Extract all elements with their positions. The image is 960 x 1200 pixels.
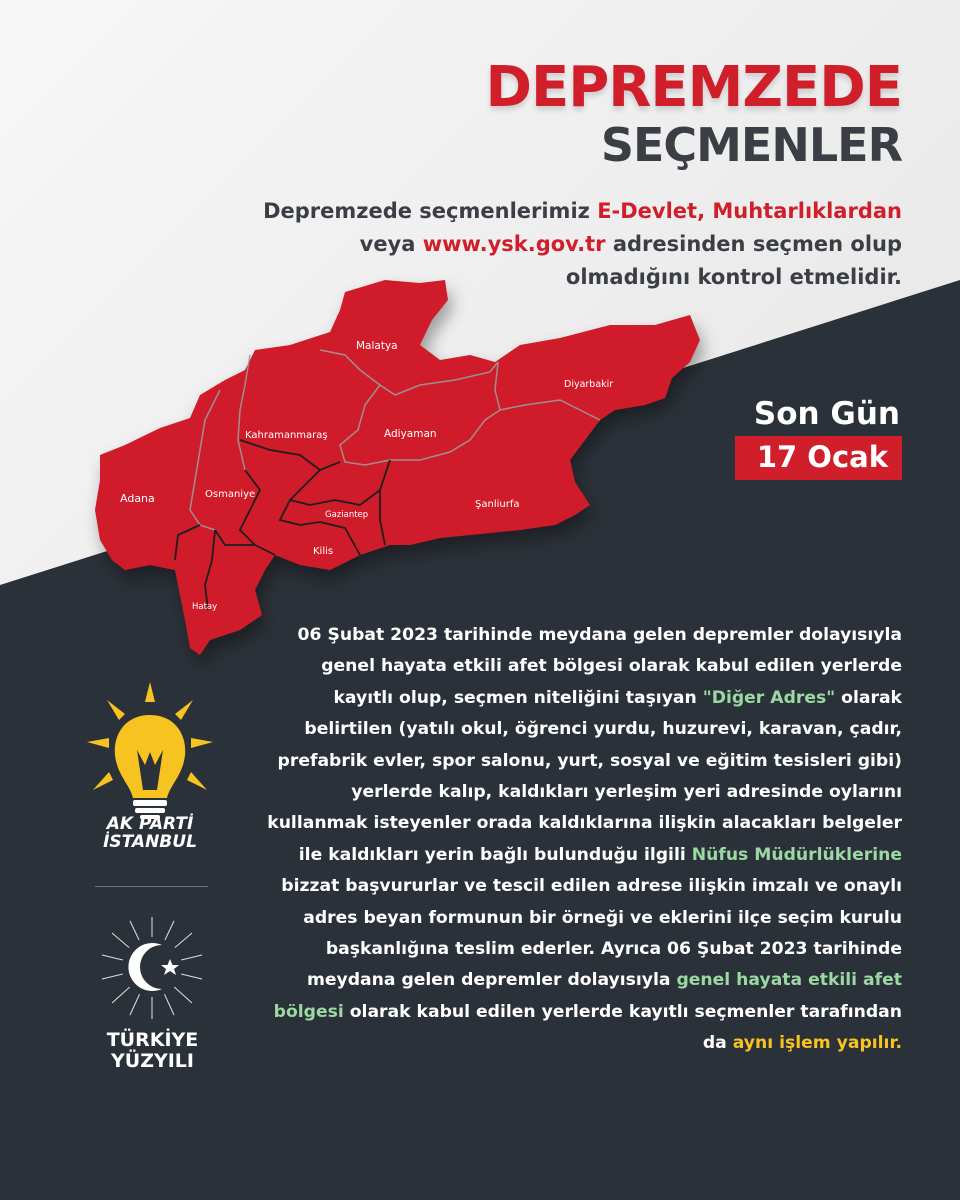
body-highlight-afet-bolgesi: genel hayata etkili afet bölgesi (273, 970, 902, 1022)
ty-logo-line2: YÜZYILI (111, 1050, 194, 1072)
intro-text-2: veya (359, 232, 423, 256)
ak-logo-line2: İSTANBUL (103, 832, 197, 852)
logo-divider (95, 886, 208, 887)
body-paragraph (262, 620, 902, 1060)
label-adana: Adana (120, 492, 155, 505)
body-text-1: 06 Şubat 2023 tarihinde meydana gelen depremler dolayısıyla genel hayata etkili afet bölgesi olarak kabul edilen yerlerde kayıtlı olup, seçmen niteliğini taşıyan (297, 625, 902, 708)
label-hatay: Hatay (192, 602, 218, 612)
body-highlight-nufus: Nüfus Müdürlüklerine (691, 844, 902, 865)
label-diyarbakir: Diyarbakir (564, 379, 614, 390)
body-highlight-diger-adres: "Diğer Adres" (702, 687, 836, 708)
label-adiyaman: Adiyaman (384, 428, 437, 440)
body-highlight-ayni-islem: aynı işlem yapılır. (732, 1033, 902, 1054)
body-text-2: olarak belirtilen (yatılı okul, öğrenci yurdu, huzurevi, karavan, çadır, prefabrik evler, spor salonu, yurt, sosyal ve eğitim tesisleri gibi) yerlerde kalıp, kaldıkları yerleşim yeri adresinde oylarını kullanmak isteyenler orada kaldıklarına ilişkin alacakları belgeler ile kaldıkları yerin bağlı bulunduğu ilgili (267, 687, 902, 865)
label-malatya: Malatya (356, 340, 398, 352)
ak-logo-line1: AK PARTİ (106, 814, 194, 834)
label-kilis: Kilis (313, 546, 334, 557)
ak-parti-logo-text (95, 815, 205, 851)
turkiye-yuzyili-logo-text (90, 1030, 215, 1072)
body-text-4: olarak kabul edilen yerlerde kayıtlı seçmenler tarafından da (343, 1001, 902, 1054)
intro-link-ysk[interactable]: www.ysk.gov.tr (422, 232, 606, 256)
body-text-3: bizzat başvururlar ve tescil edilen adrese ilişkin imzalı ve onaylı adres beyan formunun bir örneği ve eklerini ilçe seçim kurulu başkanlığına teslim ederler. Ayrıca 06 Şubat 2023 tarihinde meydana gelen depremler dolayısıyla (281, 876, 902, 991)
deadline-block (735, 396, 902, 480)
label-osmaniye: Osmaniye (205, 489, 256, 500)
intro-text-3: adresinden seçmen olup (605, 232, 902, 256)
intro-text-4: olmadığını kontrol etmelidir. (565, 265, 902, 289)
map-region-shape (95, 280, 700, 655)
label-gaziantep: Gaziantep (325, 510, 369, 520)
label-sanliurfa: Şanliurfa (475, 499, 520, 510)
intro-highlight-edevlet: E-Devlet, Muhtarlıklardan (597, 199, 902, 223)
title-line-2: SEÇMENLER (600, 118, 902, 172)
ty-logo-line1: TÜRKİYE (106, 1029, 199, 1051)
turkiye-yuzyili-crescent-star-icon (100, 915, 205, 1020)
deadline-date-badge: 17 Ocak (735, 436, 902, 480)
deadline-label: Son Gün (753, 396, 900, 432)
label-kahramanmaras: Kahramanmaraş (245, 430, 328, 441)
intro-text-1: Depremzede seçmenlerimiz (263, 199, 598, 223)
title-line-1: DEPREMZEDE (485, 55, 902, 120)
